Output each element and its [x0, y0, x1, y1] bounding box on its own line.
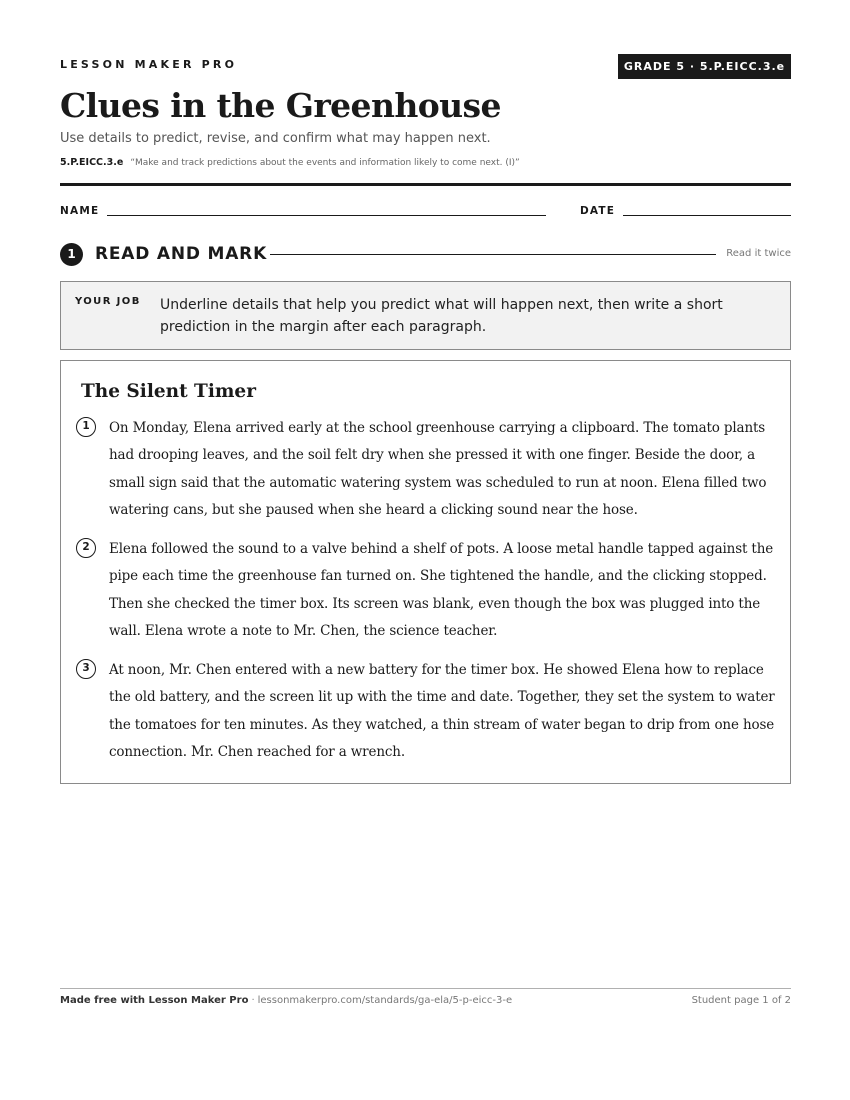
standard-code: 5.P.EICC.3.e	[60, 157, 124, 168]
paragraph-number: 3	[76, 659, 96, 679]
section-note: Read it twice	[726, 248, 791, 259]
section-number-badge: 1	[60, 243, 83, 266]
page-number: Student page 1 of 2	[691, 995, 791, 1006]
page-subtitle: Use details to predict, revise, and confirm what may happen next.	[60, 131, 491, 146]
paragraph-number: 2	[76, 538, 96, 558]
standard-description: “Make and track predictions about the events and information likely to come next. (I)”	[130, 158, 520, 168]
paragraph-number: 1	[76, 417, 96, 437]
worksheet-page	[60, 0, 791, 1100]
instructions-label: YOUR JOB	[75, 296, 141, 307]
page-title: Clues in the Greenhouse	[60, 86, 501, 125]
brand-name: LESSON MAKER PRO	[60, 58, 238, 71]
footer-credit	[60, 995, 512, 1006]
footer-divider	[60, 988, 791, 989]
instructions-text: Underline details that help you predict what will happen next, then write a short prediction in the margin after each paragraph.	[160, 297, 723, 335]
footer-separator: ·	[251, 995, 255, 1006]
paragraph-text[interactable]: On Monday, Elena arrived early at the school greenhouse carrying a clipboard. The tomato plants had drooping leaves, and the soil felt dry when she pressed it with one finger. Beside the door, a small sign said that the automatic watering system was scheduled to run at noon. Elena filled two watering cans, but she paused when she heard a clicking sound near the hose.	[109, 420, 767, 518]
section-divider	[270, 254, 716, 255]
section-title: READ AND MARK	[95, 244, 268, 264]
passage-title: The Silent Timer	[81, 381, 256, 402]
standard-line	[60, 157, 520, 168]
name-label: NAME	[60, 205, 100, 217]
instructions-box	[60, 281, 791, 350]
reading-passage	[60, 360, 791, 784]
grade-badge: GRADE 5 · 5.P.EICC.3.e	[618, 54, 791, 79]
date-field[interactable]	[623, 215, 791, 216]
name-field[interactable]	[107, 215, 546, 216]
paragraph-text[interactable]: Elena followed the sound to a valve behind a shelf of pots. A loose metal handle tapped against the pipe each time the greenhouse fan turned on. She tightened the handle, and the clicking stopped. Then she checked the timer box. Its screen was blank, even though the box was plugged into the wall. Elena wrote a note to Mr. Chen, the science teacher.	[109, 541, 774, 639]
date-label: DATE	[580, 205, 616, 217]
footer-url[interactable]: lessonmakerpro.com/standards/ga-ela/5-p-eicc-3-e	[257, 995, 513, 1006]
footer-made-with: Made free with Lesson Maker Pro	[60, 995, 249, 1006]
paragraph-text[interactable]: At noon, Mr. Chen entered with a new battery for the timer box. He showed Elena how to replace the old battery, and the screen lit up with the time and date. Together, they set the system to water the tomatoes for ten minutes. As they watched, a thin stream of water began to drip from one hose connection. Mr. Chen reached for a wrench.	[109, 662, 775, 760]
header-divider	[60, 183, 791, 186]
